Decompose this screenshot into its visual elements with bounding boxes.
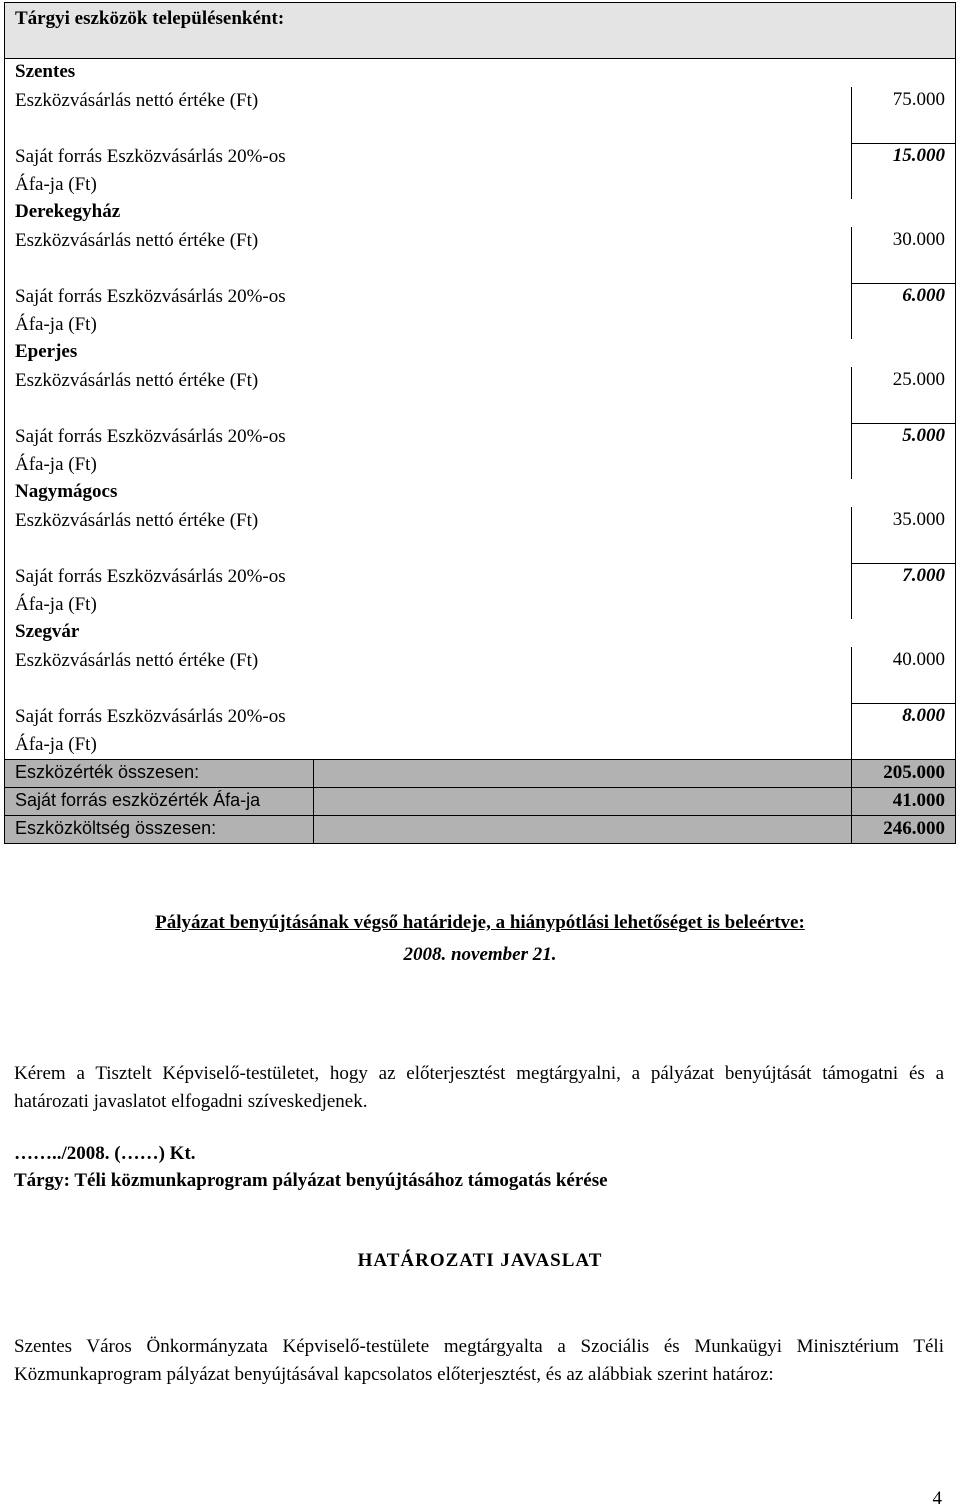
- net-value: 75.000: [892, 89, 945, 110]
- assets-table: [4, 2, 956, 844]
- request-paragraph: Kérem a Tisztelt Képviselő-testületet, hogy az előterjesztést megtárgyalni, a pályázat benyújtását támogatni és a határozati javaslatot elfogadni szíveskedjenek.: [14, 1063, 944, 1112]
- table-title: Tárgyi eszközök településenként:: [5, 3, 955, 59]
- cell-divider: [851, 703, 955, 704]
- deadline-section: [0, 912, 960, 966]
- cell-divider: [851, 563, 955, 564]
- resolution-number: ……../2008. (……) Kt.: [14, 1143, 196, 1164]
- net-value: 30.000: [892, 229, 945, 250]
- resolution-subject: Tárgy: Téli közmunkaprogram pályázat benyújtásához támogatás kérése: [14, 1170, 608, 1191]
- row-divider: [313, 760, 314, 787]
- total-row: [5, 815, 955, 843]
- net-value-label: Eszközvásárlás nettó értéke (Ft): [15, 230, 259, 251]
- net-value: 35.000: [892, 509, 945, 530]
- net-value-label: Eszközvásárlás nettó értéke (Ft): [15, 650, 259, 671]
- deadline-date: 2008. november 21.: [403, 944, 557, 965]
- vat-value: 6.000: [902, 285, 945, 306]
- net-value: 25.000: [892, 369, 945, 390]
- vat-value: 5.000: [902, 425, 945, 446]
- town-name: Szegvár: [15, 621, 80, 642]
- row-divider: [851, 816, 852, 843]
- deadline-title: Pályázat benyújtásának végső határideje, a hiánypótlási lehetőséget is beleértve:: [155, 912, 805, 933]
- total-row: [5, 759, 955, 787]
- net-value-label: Eszközvásárlás nettó értéke (Ft): [15, 90, 259, 111]
- row-divider: [313, 816, 314, 843]
- vat-value: 8.000: [902, 705, 945, 726]
- vat-value-label: Saját forrás Eszközvásárlás 20%-os Áfa-ja (Ft): [15, 286, 286, 335]
- page-number: 4: [932, 1488, 942, 1509]
- totals-section: [5, 759, 955, 843]
- total-value: 41.000: [892, 790, 945, 811]
- vat-value-label: Saját forrás Eszközvásárlás 20%-os Áfa-ja (Ft): [15, 426, 286, 475]
- row-divider: [313, 788, 314, 815]
- row-divider: [851, 788, 852, 815]
- total-value: 205.000: [883, 762, 945, 783]
- vat-value: 7.000: [902, 565, 945, 586]
- net-value-label: Eszközvásárlás nettó értéke (Ft): [15, 510, 259, 531]
- total-value: 246.000: [883, 818, 945, 839]
- vat-value-label: Saját forrás Eszközvásárlás 20%-os Áfa-ja (Ft): [15, 566, 286, 615]
- net-value: 40.000: [892, 649, 945, 670]
- vat-value: 15.000: [892, 145, 945, 166]
- resolution-body: Szentes Város Önkormányzata Képviselő-testülete megtárgyalta a Szociális és Munkaügyi Minisztérium Téli Közmunkaprogram pályázat benyújtásával kapcsolatos előterjesztést, és az alábbiak szerint határoz:: [14, 1336, 944, 1385]
- cell-divider: [851, 143, 955, 144]
- town-name: Derekegyház: [15, 201, 121, 222]
- total-label: Saját forrás eszközérték Áfa-ja: [15, 790, 261, 810]
- row-divider: [851, 760, 852, 787]
- vat-value-label: Saját forrás Eszközvásárlás 20%-os Áfa-ja (Ft): [15, 706, 286, 755]
- town-name: Szentes: [15, 61, 76, 82]
- total-label: Eszközköltség összesen:: [15, 818, 217, 838]
- town-name: Eperjes: [15, 341, 78, 362]
- table-body: [5, 59, 955, 759]
- net-value-label: Eszközvásárlás nettó értéke (Ft): [15, 370, 259, 391]
- total-label: Eszközérték összesen:: [15, 762, 200, 782]
- cell-divider: [851, 283, 955, 284]
- cell-divider: [851, 423, 955, 424]
- vat-value-label: Saját forrás Eszközvásárlás 20%-os Áfa-ja (Ft): [15, 146, 286, 195]
- town-name: Nagymágocs: [15, 481, 118, 502]
- resolution-heading: HATÁROZATI JAVASLAT: [357, 1250, 603, 1271]
- total-row: [5, 787, 955, 815]
